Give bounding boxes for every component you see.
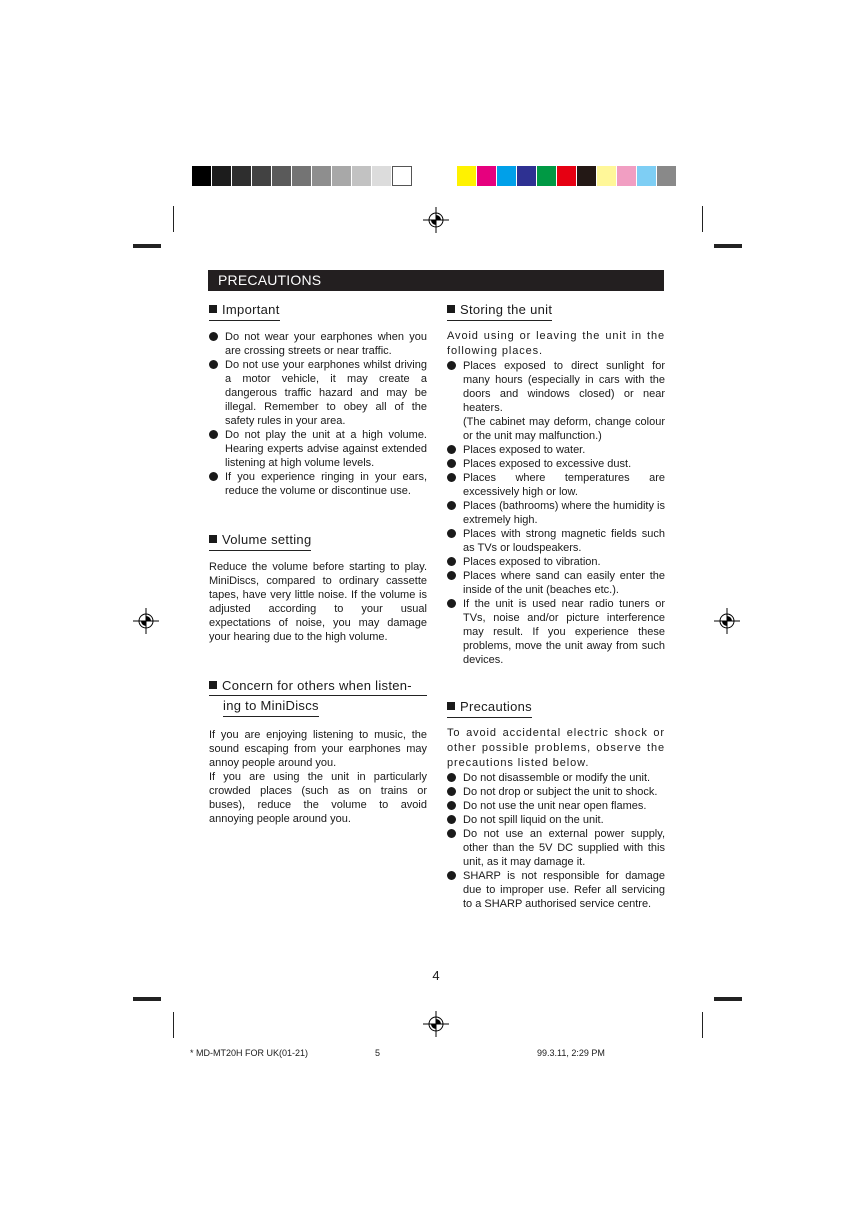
footer-timestamp: 99.3.11, 2:29 PM xyxy=(537,1048,605,1058)
crop-mark xyxy=(714,997,742,1001)
list-item: SHARP is not responsible for damage due to improper use. Refer all servicing to a SHARP authorised service centre. xyxy=(447,869,665,911)
color-swatch xyxy=(232,166,252,186)
crop-mark xyxy=(173,1012,174,1038)
square-bullet-icon xyxy=(447,305,455,313)
list-item: Places (bathrooms) where the humidity is extremely high. xyxy=(447,499,665,527)
list-item: Places where sand can easily enter the inside of the unit (beaches etc.). xyxy=(447,569,665,597)
color-swatch xyxy=(272,166,292,186)
color-swatch xyxy=(577,166,597,186)
grayscale-calibration-bar xyxy=(192,166,412,186)
precautions-intro: To avoid accidental electric shock or other possible problems, observe the precautions listed below. xyxy=(447,727,665,769)
bullet-icon xyxy=(447,787,456,796)
bullet-icon xyxy=(209,360,218,369)
color-swatch xyxy=(637,166,657,186)
registration-mark-icon xyxy=(423,207,449,233)
left-column xyxy=(209,302,427,826)
heading-important: Important xyxy=(209,302,280,321)
concern-text: If you are enjoying listening to music, the sound escaping from your earphones may annoy people around you. If you are using the unit in particularly crowded places (such as on trains or buses), reduce the volume to avoid annoying people around you. xyxy=(209,729,427,825)
list-item: Places exposed to vibration. xyxy=(447,555,665,569)
color-swatch xyxy=(537,166,557,186)
registration-mark-icon xyxy=(423,1011,449,1037)
registration-mark-icon xyxy=(133,608,159,634)
color-swatch xyxy=(517,166,537,186)
important-list xyxy=(209,330,427,498)
precautions-list xyxy=(447,771,665,911)
color-swatch xyxy=(292,166,312,186)
color-swatch xyxy=(332,166,352,186)
list-item: Do not disassemble or modify the unit. xyxy=(447,771,665,785)
square-bullet-icon xyxy=(447,702,455,710)
list-item: Do not spill liquid on the unit. xyxy=(447,813,665,827)
color-swatch xyxy=(192,166,212,186)
color-swatch xyxy=(212,166,232,186)
square-bullet-icon xyxy=(209,535,217,543)
list-item: Places where temperatures are excessively high or low. xyxy=(447,471,665,499)
list-item: Do not use your earphones whilst driving a motor vehicle, it may create a dangerous traffic hazard and may be illegal. Remember to obey all of the safety rules in your area. xyxy=(209,358,427,428)
color-swatch xyxy=(372,166,392,186)
crop-mark xyxy=(714,244,742,248)
storing-list xyxy=(447,359,665,667)
bullet-icon xyxy=(447,571,456,580)
section-header-bar: PRECAUTIONS xyxy=(208,270,664,291)
square-bullet-icon xyxy=(209,305,217,313)
list-item: If you experience ringing in your ears, reduce the volume or discontinue use. xyxy=(209,470,427,498)
crop-mark xyxy=(702,1012,703,1038)
right-column xyxy=(447,302,665,911)
list-item: Do not wear your earphones when you are crossing streets or near traffic. xyxy=(209,330,427,358)
bullet-icon xyxy=(209,472,218,481)
square-bullet-icon xyxy=(209,681,217,689)
color-swatch xyxy=(312,166,332,186)
bullet-icon xyxy=(447,445,456,454)
footer-file-name: * MD-MT20H FOR UK(01-21) xyxy=(190,1048,309,1058)
heading-concern-for-others: Concern for others when listen- ing to MiniDiscs xyxy=(209,678,427,719)
color-swatch xyxy=(252,166,272,186)
bullet-icon xyxy=(447,557,456,566)
page-number: 4 xyxy=(432,968,440,983)
footer-sheet-number: 5 xyxy=(375,1048,381,1058)
bullet-icon xyxy=(447,529,456,538)
heading-precautions: Precautions xyxy=(447,699,532,718)
bullet-icon xyxy=(447,361,456,370)
bullet-icon xyxy=(447,815,456,824)
color-swatch xyxy=(657,166,677,186)
bullet-icon xyxy=(447,501,456,510)
bullet-icon xyxy=(209,332,218,341)
list-item: Places exposed to direct sunlight for many hours (especially in cars with the doors and windows closed) or near heaters. (The cabinet may deform, change colour or the unit may malfunction.) xyxy=(447,359,665,443)
crop-mark xyxy=(133,997,161,1001)
crop-mark xyxy=(702,206,703,232)
bullet-icon xyxy=(447,773,456,782)
color-swatch xyxy=(557,166,577,186)
list-item: Places with strong magnetic fields such as TVs or loudspeakers. xyxy=(447,527,665,555)
bullet-icon xyxy=(209,430,218,439)
bullet-icon xyxy=(447,473,456,482)
heading-volume-setting: Volume setting xyxy=(209,532,311,551)
color-swatch xyxy=(457,166,477,186)
list-item: Do not drop or subject the unit to shock. xyxy=(447,785,665,799)
color-swatch xyxy=(597,166,617,186)
bullet-icon xyxy=(447,829,456,838)
registration-mark-icon xyxy=(714,608,740,634)
color-calibration-bar xyxy=(457,166,677,186)
color-swatch xyxy=(617,166,637,186)
color-swatch xyxy=(392,166,412,186)
bullet-icon xyxy=(447,871,456,880)
bullet-icon xyxy=(447,801,456,810)
color-swatch xyxy=(352,166,372,186)
list-item: Places exposed to water. xyxy=(447,443,665,457)
color-swatch xyxy=(497,166,517,186)
list-item: Do not use an external power supply, other than the 5V DC supplied with this unit, as it may damage it. xyxy=(447,827,665,869)
storing-intro: Avoid using or leaving the unit in the following places. xyxy=(447,330,665,357)
volume-text: Reduce the volume before starting to play. MiniDiscs, compared to ordinary cassette tapes, have very little noise. If the volume is adjusted according to your usual expectations of noise, you may damage your hearing due to the high volume. xyxy=(209,561,427,643)
list-item: Do not play the unit at a high volume. Hearing experts advise against extended listening at high volume levels. xyxy=(209,428,427,470)
list-item: If the unit is used near radio tuners or TVs, noise and/or picture interference may result. If you experience these problems, move the unit away from such devices. xyxy=(447,597,665,667)
crop-mark xyxy=(133,244,161,248)
crop-mark xyxy=(173,206,174,232)
heading-storing-the-unit: Storing the unit xyxy=(447,302,552,321)
color-swatch xyxy=(477,166,497,186)
list-item: Places exposed to excessive dust. xyxy=(447,457,665,471)
bullet-icon xyxy=(447,599,456,608)
list-item: Do not use the unit near open flames. xyxy=(447,799,665,813)
bullet-icon xyxy=(447,459,456,468)
